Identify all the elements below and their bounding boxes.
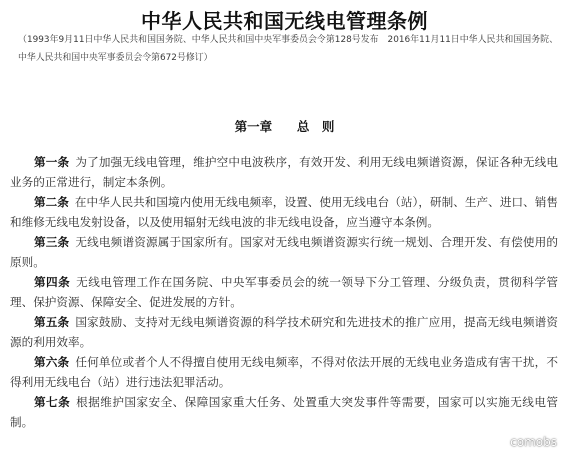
watermark-text: comobs <box>510 435 557 449</box>
chapter-name: 总 则 <box>296 119 335 134</box>
article-text: 为了加强无线电管理，维护空中电波秩序，有效开发、利用无线电频谱资源，保证各种无线电业务的正常进行，制定本条例。 <box>10 155 558 189</box>
document-subtitle: （1993年9月11日中华人民共和国国务院、中华人民共和国中央军事委员会令第128号发布 2016年11月11日中华人民共和国国务院、中华人民共和国中央军事委员会令第672号修订） <box>18 35 558 63</box>
article-label: 第一条 <box>34 155 70 169</box>
article-3 <box>10 232 558 272</box>
article-7 <box>10 392 558 432</box>
article-2 <box>10 192 558 232</box>
chat-bubble-icon <box>486 433 504 451</box>
article-label: 第六条 <box>34 355 70 369</box>
chapter-number: 第一章 <box>234 119 273 134</box>
article-5 <box>10 312 558 352</box>
article-text: 国家鼓励、支持对无线电频谱资源的科学技术研究和先进技术的推广应用，提高无线电频谱资源的利用效率。 <box>10 315 558 349</box>
article-text: 无线电频谱资源属于国家所有。国家对无线电频谱资源实行统一规划、合理开发、有偿使用的原则。 <box>10 235 558 269</box>
article-6 <box>10 352 558 392</box>
article-1 <box>10 152 558 192</box>
article-4 <box>10 272 558 312</box>
article-label: 第四条 <box>34 275 71 289</box>
article-label: 第二条 <box>34 195 69 209</box>
article-label: 第三条 <box>34 235 70 249</box>
article-text: 在中华人民共和国境内使用无线电频率，设置、使用无线电台（站），研制、生产、进口、销售和维修无线电发射设备，以及使用辐射无线电波的非无线电设备，应当遵守本条例。 <box>10 195 558 229</box>
article-text: 根据维护国家安全、保障国家重大任务、处置重大突发事件等需要，国家可以实施无线电管制。 <box>10 395 558 429</box>
document-title: 中华人民共和国无线电管理条例 <box>141 9 428 33</box>
article-text: 无线电管理工作在国务院、中央军事委员会的统一领导下分工管理、分级负责，贯彻科学管理、保护资源、保障安全、促进发展的方针。 <box>10 275 558 309</box>
chapter-heading <box>0 117 569 135</box>
watermark <box>486 433 557 451</box>
article-label: 第五条 <box>34 315 70 329</box>
article-text: 任何单位或者个人不得擅自使用无线电频率，不得对依法开展的无线电业务造成有害干扰，不得利用无线电台（站）进行违法犯罪活动。 <box>10 355 558 389</box>
article-label: 第七条 <box>34 395 71 409</box>
articles-list <box>10 152 558 432</box>
